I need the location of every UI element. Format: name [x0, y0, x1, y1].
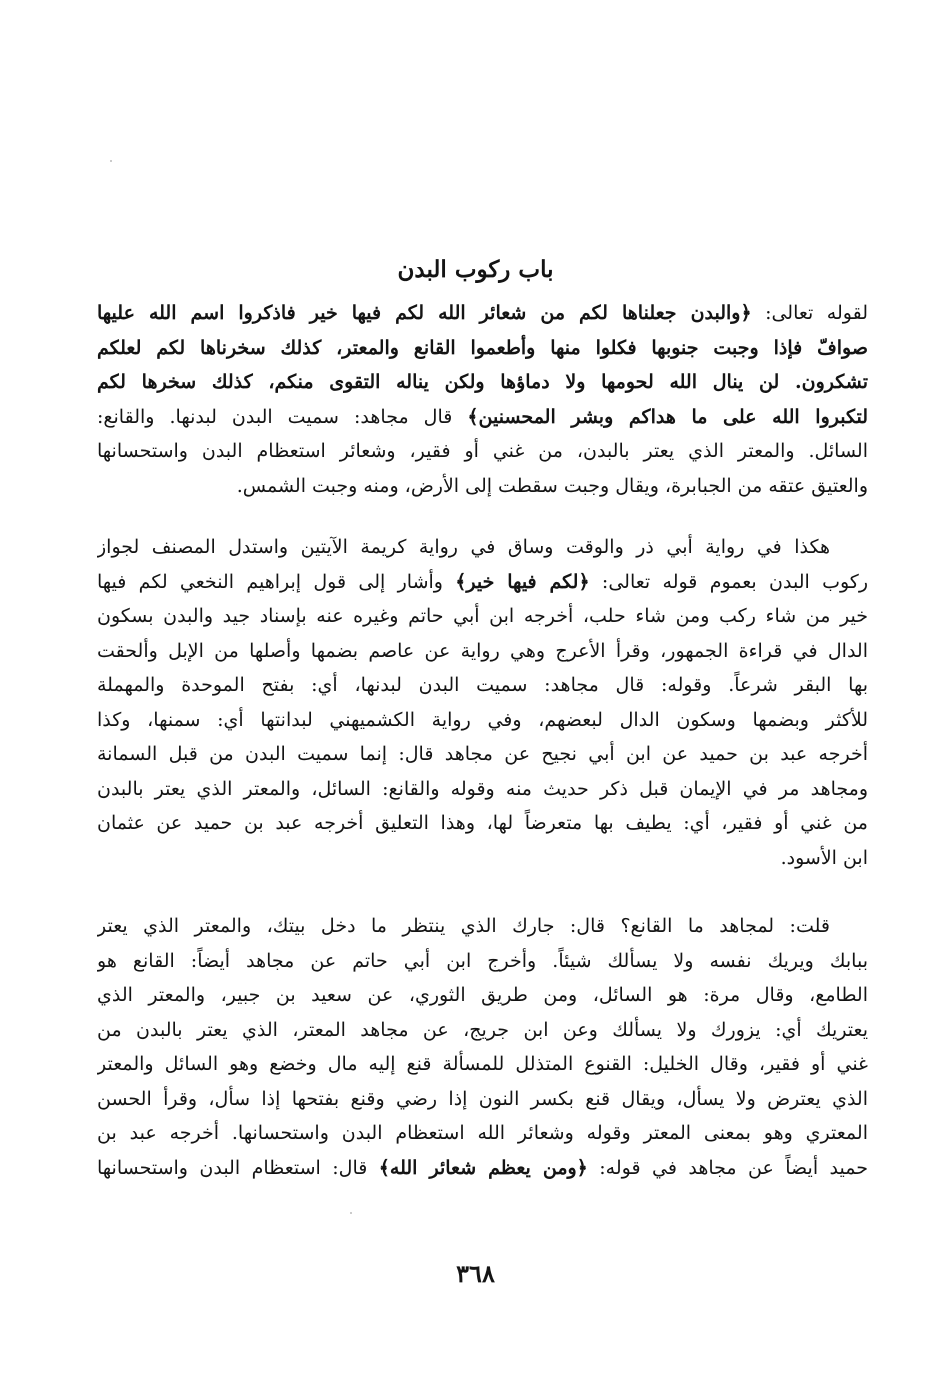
text-line: هكذا في رواية أبي ذر والوقت وساق في رواية كريمة الآيتين واستدل المصنف لجواز	[97, 536, 830, 558]
text-line: ومجاهد مر في الإيمان قبل ذكر حديث منه وقوله والقانع: السائل، والمعتر الذي يعتر بالبدن	[97, 777, 868, 800]
text-line: الطامع، وقال مرة: هو السائل، ومن طريق الثوري، عن سعيد بن جبير، والمعتر الذي	[97, 984, 868, 1006]
text-line: خير من شاء ركب ومن شاء حلب، أخرجه ابن أبي حاتم وغيره عنه بإسناد جيد والبدن بسكون	[97, 605, 868, 627]
quran-quote: ﴿ومن يعظم شعائر الله﴾	[378, 1156, 588, 1179]
text-line	[97, 296, 868, 331]
text-line: قلت: لمجاهد ما القانع؟ قال: جارك الذي ينتظر ما دخل بيتك، والمعتر الذي يعتر	[97, 915, 830, 937]
quran-quote: تشكرون. لن ينال الله لحومها ولا دماؤها ولكن يناله التقوى منكم، كذلك سخرها لكم	[97, 371, 868, 393]
text-run: وأشار إلى قول إبراهيم النخعي لكم فيها	[97, 570, 456, 593]
text-line	[97, 331, 868, 366]
text-line	[97, 565, 868, 600]
text-line: المعتري وهو بمعنى المعتر وقوله وشعائر الله استعظام البدن واستحسانها. أخرجه عبد بن	[97, 1122, 868, 1144]
text-line: من غني أو فقير، أي: يطيف بها متعرضاً لها، وهذا التعليق أخرجه عبد بن حميد عن عثمان	[97, 812, 868, 834]
chapter-title: باب ركوب البدن	[397, 256, 554, 283]
quran-quote: لتكبروا الله على ما هداكم وبشر المحسنين﴾	[467, 405, 868, 428]
quran-quote: ﴿والبدن جعلناها لكم من شعائر الله لكم فيها خير فاذكروا اسم الله عليها	[97, 302, 752, 324]
text-line: السائل. والمعتر الذي يعتر بالبدن، من غني أو فقير، وشعائر استعظام البدن واستحسانها	[97, 440, 868, 462]
paragraph-1	[97, 296, 868, 503]
scan-speck	[350, 1212, 352, 1214]
text-line: أخرجه عبد بن حميد عن ابن أبي نجيح عن مجاهد قال: إنما سميت البدن من قبل السمانة	[97, 743, 868, 765]
text-run: ركوب البدن بعموم قوله تعالى:	[589, 570, 868, 593]
text-run: لقوله تعالى:	[751, 302, 868, 324]
text-line	[97, 400, 868, 435]
text-line: الذي يعترض ولا يسأل، ويقال قنع بكسر النون إذا رضي وقنع بفتحها إذا سأل، وقرأ الحسن	[97, 1087, 868, 1110]
page-number: ٣٦٨	[456, 1259, 495, 1288]
scan-speck	[110, 160, 112, 162]
quran-quote: ﴿لكم فيها خير﴾	[455, 570, 590, 593]
text-line: للأكثر وبضمها وسكون الدال لبعضهم، وفي رواية الكشميهني لبدانتها أي: سمنها، وكذا	[97, 708, 868, 731]
quran-quote: صوافّ فإذا وجبت جنوبها فكلوا منها وأطعموا القانع والمعتر، كذلك سخرناها لكم لعلكم	[97, 336, 868, 359]
text-line: ببابك ويريك نفسه ولا يسألك شيئاً. وأخرج ابن أبي حاتم عن مجاهد أيضاً: القانع هو	[97, 949, 868, 972]
paragraph-2	[97, 530, 868, 875]
text-run: قال مجاهد: سميت البدن لبدنها. والقانع:	[97, 405, 468, 428]
text-run: قال: استعظام البدن واستحسانها	[97, 1156, 379, 1179]
text-line: بها البقر شرعاً. وقوله: قال مجاهد: سميت البدن لبدنها، أي: بفتح الموحدة والمهملة	[97, 674, 868, 696]
text-line: الدال في قراءة الجمهور، وقرأ الأعرج وهي رواية عن عاصم بضمها وأصلها من الإبل وألحقت	[97, 639, 868, 662]
text-line: والعتيق عتقه من الجبابرة، ويقال وجبت سقطت إلى الأرض، ومنه وجبت الشمس.	[236, 474, 868, 497]
text-line	[97, 365, 868, 400]
text-line: ابن الأسود.	[780, 846, 868, 869]
text-line: يعتريك أي: يزورك ولا يسألك وعن ابن جريج، عن مجاهد المعتر، الذي يعتر بالبدن من	[97, 1018, 868, 1041]
text-run: حميد أيضاً عن مجاهد في قوله:	[587, 1156, 868, 1179]
text-line: غني أو فقير، وقال الخليل: القنوع المتذلل للمسألة قنع إليه مال وخضع وهو السائل والمعتر	[97, 1053, 868, 1075]
text-line	[97, 1151, 868, 1186]
paragraph-3	[97, 909, 868, 1185]
